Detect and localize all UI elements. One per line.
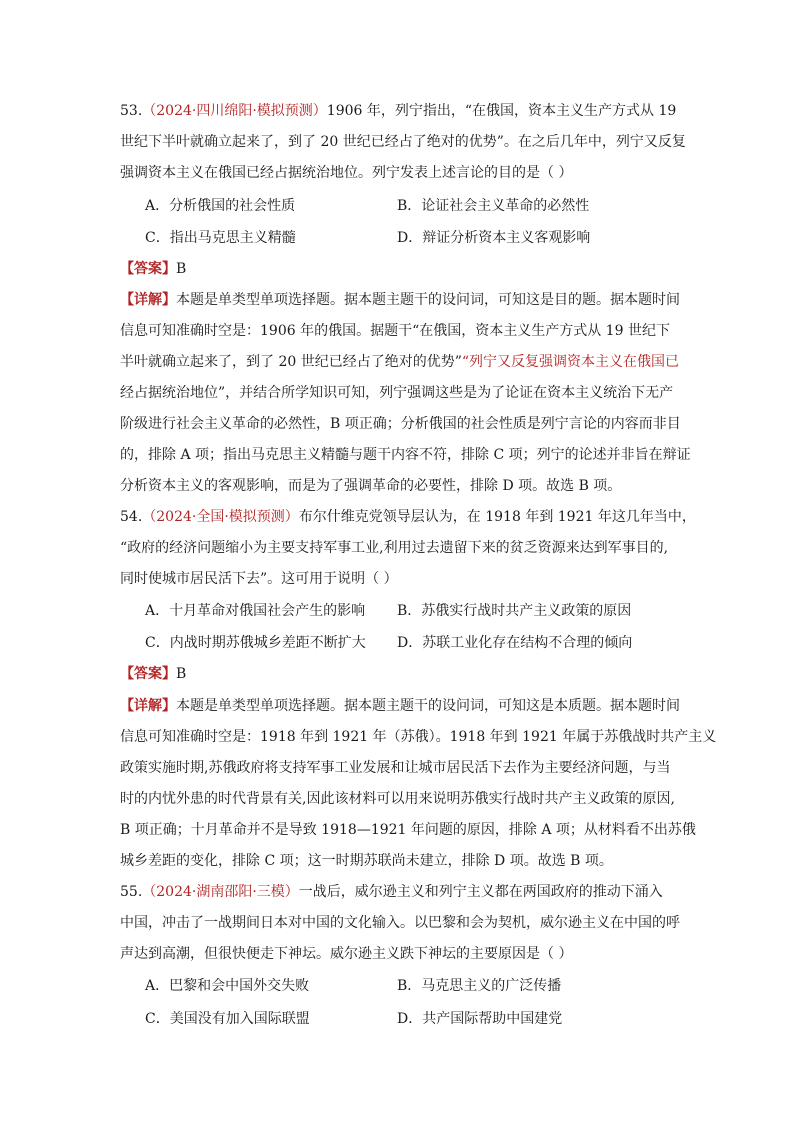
question-54-option-d: D．苏联工业化存在结构不合理的倾向 bbox=[397, 635, 633, 651]
question-stem-text: 一战后，威尔逊主义和列宁主义都在两国政府的推动下涌入 bbox=[298, 884, 663, 900]
question-55-option-d: D．共产国际帮助中国建党 bbox=[397, 1011, 563, 1027]
question-source: （2024·四川绵阳·模拟预测） bbox=[142, 103, 327, 119]
answer-value: B bbox=[176, 666, 187, 682]
question-53-option-a: A．分析俄国的社会性质 bbox=[145, 198, 296, 214]
question-54-option-b: B．苏俄实行战时共产主义政策的原因 bbox=[397, 603, 632, 619]
question-53-stem-line-3: 强调资本主义在俄国已经占据统治地位。列宁发表上述言论的目的是（ ） bbox=[120, 165, 573, 181]
question-53-stem-line-1 bbox=[120, 101, 676, 121]
highlighted-quote: “列宁又反复强调资本主义在俄国已 bbox=[461, 354, 680, 370]
question-54-detail-line-3: 政策实施时期,苏俄政府将支持军事工业发展和让城市居民活下去作为主要经济问题，与当 bbox=[120, 760, 671, 776]
question-54-stem-line-3: 同时使城市居民活下去”。这可用于说明（ ） bbox=[120, 571, 398, 587]
question-53-detail-line-6: 的，排除 A 项；指出马克思主义精髓与题干内容不符，排除 C 项；列宁的论述并非旨在辩证 bbox=[120, 447, 691, 463]
question-number: 55. bbox=[120, 884, 143, 900]
question-54-stem-line-2: “政府的经济问题缩小为主要支持军事工业,利用过去遗留下来的贫乏资源来达到军事目的, bbox=[120, 540, 669, 556]
question-54-answer bbox=[120, 664, 186, 684]
question-53-answer bbox=[120, 259, 186, 279]
question-55-stem-line-2: 中国，冲击了一战期间日本对中国的文化输入。以巴黎和会为契机，威尔逊主义在中国的呼 bbox=[120, 915, 680, 931]
answer-value: B bbox=[176, 261, 187, 277]
question-54-detail-line-5: B 项正确；十月革命并不是导致 1918—1921 年问题的原因，排除 A 项；从材料看不出苏俄 bbox=[120, 822, 696, 838]
question-55-stem-line-3: 声达到高潮，但很快便走下神坛。威尔逊主义跌下神坛的主要原因是（ ） bbox=[120, 946, 573, 962]
question-55-option-b: B．马克思主义的广泛传播 bbox=[397, 978, 562, 994]
question-54-detail-line-6: 城乡差距的变化，排除 C 项；这一时期苏联尚未建立，排除 D 项。故选 B 项。 bbox=[120, 853, 613, 869]
question-source: （2024·全国·模拟预测） bbox=[142, 509, 299, 525]
question-number: 53. bbox=[120, 103, 143, 119]
question-stem-text: 布尔什维克党领导层认为，在 1918 年到 1921 年这几年当中， bbox=[298, 509, 696, 525]
question-54-detail-line-4: 时的内忧外患的时代背景有关,因此该材料可以用来说明苏俄实行战时共产主义政策的原因, bbox=[120, 791, 675, 807]
question-54-option-c: C．内战时期苏俄城乡差距不断扩大 bbox=[145, 635, 366, 651]
question-53-option-d: D．辩证分析资本主义客观影响 bbox=[397, 230, 591, 246]
question-53-option-c: C．指出马克思主义精髓 bbox=[145, 230, 296, 246]
question-53-detail-line-2: 信息可知准确时空是：1906 年的俄国。据题干“在俄国，资本主义生产方式从 19 世纪下 bbox=[120, 323, 670, 339]
question-54-detail-line-2: 信息可知准确时空是：1918 年到 1921 年（苏俄）。1918 年到 1921 年属于苏俄战时共产主义 bbox=[120, 729, 717, 745]
question-source: （2024·湖南邵阳·三模） bbox=[142, 884, 299, 900]
detail-label: 【详解】 bbox=[120, 292, 176, 308]
question-stem-text: 1906 年，列宁指出，“在俄国，资本主义生产方式从 19 bbox=[326, 103, 677, 119]
question-53-option-b: B．论证社会主义革命的必然性 bbox=[397, 198, 590, 214]
answer-label: 【答案】 bbox=[120, 666, 176, 682]
question-54-detail-line-1: 【详解】本题是单类型单项选择题。据本题主题干的设问词，可知这是本质题。据本题时间 bbox=[120, 698, 680, 714]
question-55-option-c: C．美国没有加入国际联盟 bbox=[145, 1011, 310, 1027]
answer-label: 【答案】 bbox=[120, 261, 176, 277]
question-53-detail-line-5: 阶级进行社会主义革命的必然性，B 项正确；分析俄国的社会性质是列宁言论的内容而非目 bbox=[120, 416, 681, 432]
question-53-detail-line-1: 【详解】本题是单类型单项选择题。据本题主题干的设问词，可知这是目的题。据本题时间 bbox=[120, 292, 680, 308]
question-53-stem-line-2: 世纪下半叶就确立起来了，到了 20 世纪已经占了绝对的优势”。在之后几年中，列宁又反复 bbox=[120, 134, 686, 150]
question-number: 54. bbox=[120, 509, 143, 525]
question-53-detail-line-7: 分析资本主义的客观影响，而是为了强调革命的必要性，排除 D 项。故选 B 项。 bbox=[120, 478, 622, 494]
question-54-stem-line-1 bbox=[120, 507, 696, 527]
question-55-stem-line-1 bbox=[120, 882, 663, 902]
question-55-option-a: A．巴黎和会中国外交失败 bbox=[145, 978, 310, 994]
question-53-detail-line-4: 经占据统治地位”，并结合所学知识可知，列宁强调这些是为了论证在资本主义统治下无产 bbox=[120, 385, 674, 401]
question-54-option-a: A．十月革命对俄国社会产生的影响 bbox=[145, 603, 366, 619]
detail-label: 【详解】 bbox=[120, 698, 176, 714]
question-53-detail-line-3: 半叶就确立起来了，到了 20 世纪已经占了绝对的优势”“列宁又反复强调资本主义在俄国已 bbox=[120, 354, 680, 370]
